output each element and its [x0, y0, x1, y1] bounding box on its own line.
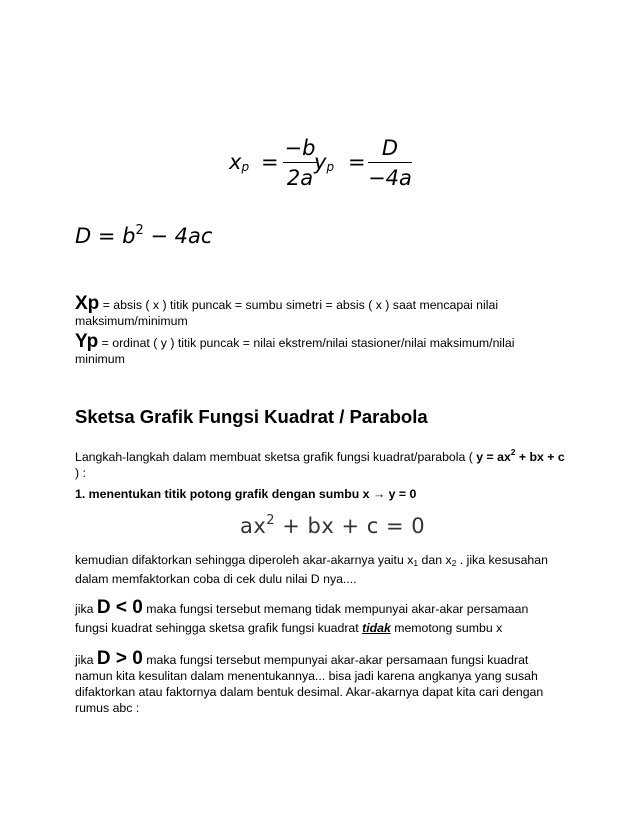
- yp-fraction-bar: [368, 162, 412, 163]
- intro-paragraph: Langkah-langkah dalam membuat sketsa grafik fungsi kuadrat/parabola ( $y = ax^2$ + bx + c ) :: [75, 447, 565, 480]
- step-1-heading: 1. menentukan titik potong grafik dengan sumbu x → y = 0: [75, 487, 417, 501]
- yp-symbol: Yp: [75, 331, 99, 352]
- xp-numerator: −b: [284, 136, 316, 160]
- case-d-negative: jika D < 0 maka fungsi tersebut memang tidak mempunyai akar-akar persamaan fungsi kuadrat sehingga sketsa grafik fungsi kuadrat tidak memotong sumbu x: [75, 597, 529, 635]
- emphasis-tidak: tidak: [362, 621, 391, 635]
- yp-definition: [75, 331, 545, 367]
- xp-definition-text: = absis ( x ) titik puncak = sumbu simetri = absis ( x ) saat mencapai nilai maksimum/minimum: [75, 298, 499, 328]
- yp-numerator: D: [381, 136, 399, 160]
- intro-formula: $y = ax^2$ + bx + c: [476, 447, 565, 464]
- condition-d-negative: D < 0: [96, 597, 143, 618]
- xp-fraction-bar: [283, 162, 317, 163]
- discriminant-formula: $D = b^2 - 4ac$: [75, 223, 213, 248]
- section-title: Sketsa Grafik Fungsi Kuadrat / Parabola: [75, 406, 428, 427]
- factor-paragraph: kemudian difaktorkan sehingga diperoleh akar-akarnya yaitu $x_1$ dan $x_2$ . jika kesusahan dalam memfaktorkan coba di cek dulu nilai D nya....: [75, 553, 548, 586]
- quadratic-equation: $ax^2$ + bx + c = 0: [240, 513, 426, 538]
- xp-equals: =: [261, 150, 279, 174]
- xp-fraction: [283, 136, 317, 190]
- xp-denominator: 2a: [286, 166, 314, 190]
- yp-definition-text: = ordinat ( y ) titik puncak = nilai ekstrem/nilai stasioner/nilai maksimum/nilai minimum: [75, 336, 515, 366]
- xp-symbol: Xp: [75, 293, 100, 314]
- xp-definition: [75, 293, 545, 329]
- xp-label: xp: [229, 150, 250, 174]
- case-d-positive: jika D > 0 maka fungsi tersebut mempunyai akar-akar persamaan fungsi kuadrat namun kita kesulitan dalam menentukannya... bisa jadi karena angkanya yang susah difaktorkan atau faktornya dalam bentuk desimal. Akar-akarnya dapat kita cari dengan rumus abc :: [75, 648, 544, 715]
- yp-fraction: [368, 136, 412, 190]
- yp-label: yp: [314, 150, 335, 174]
- yp-equals: =: [348, 150, 366, 174]
- condition-d-positive: D > 0: [96, 648, 143, 669]
- yp-denominator: −4a: [368, 166, 412, 190]
